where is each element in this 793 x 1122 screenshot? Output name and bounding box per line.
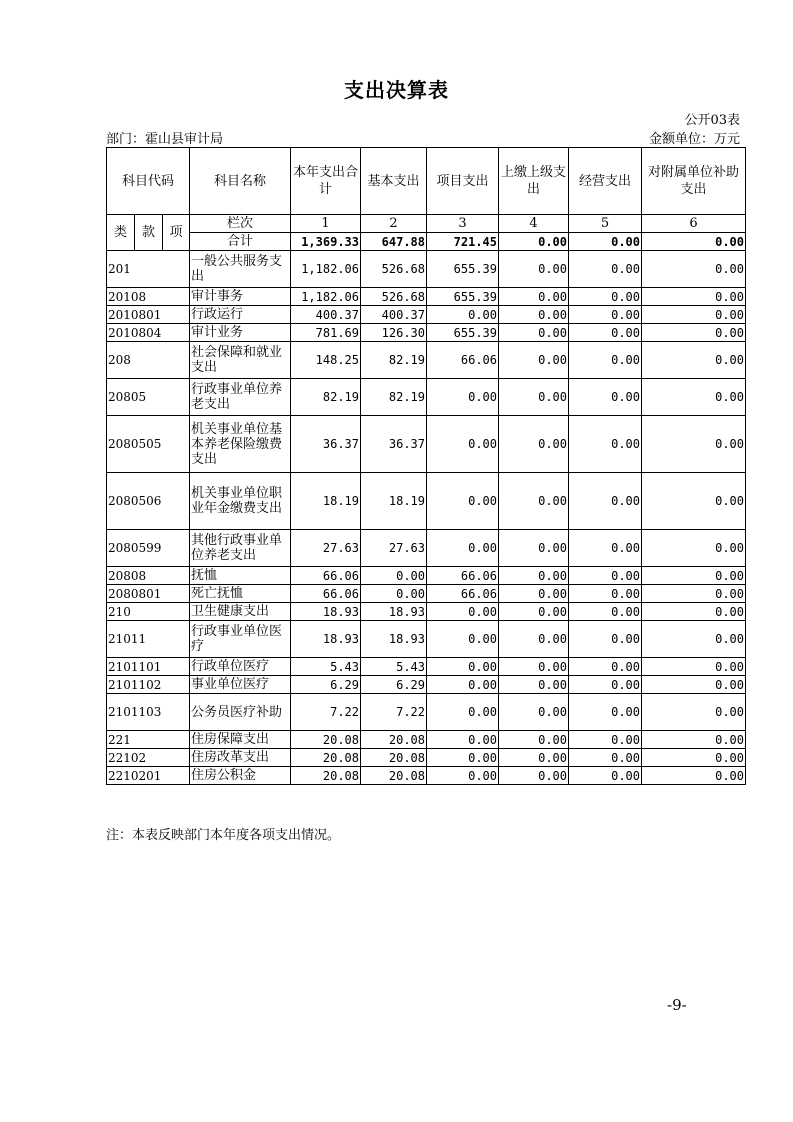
page-title: 支出决算表 <box>344 78 449 102</box>
table-row <box>107 342 746 379</box>
row-value: 0.00 <box>499 731 569 749</box>
table-row <box>107 585 746 603</box>
row-value: 0.00 <box>642 530 746 567</box>
row-value: 0.00 <box>642 749 746 767</box>
row-value: 0.00 <box>569 658 642 676</box>
row-value: 0.00 <box>499 379 569 416</box>
row-value: 1,182.06 <box>291 288 361 306</box>
row-code: 22102 <box>107 749 190 767</box>
table-row <box>107 658 746 676</box>
column-number-row <box>107 215 746 233</box>
total-label: 合计 <box>190 233 291 251</box>
table-row <box>107 603 746 621</box>
row-value: 0.00 <box>499 416 569 473</box>
row-value: 0.00 <box>427 306 499 324</box>
table-row <box>107 251 746 288</box>
row-value: 82.19 <box>291 379 361 416</box>
row-code: 20808 <box>107 567 190 585</box>
row-code: 2010804 <box>107 324 190 342</box>
row-name: 事业单位医疗 <box>190 676 291 694</box>
row-name: 住房改革支出 <box>190 749 291 767</box>
row-value: 0.00 <box>642 658 746 676</box>
row-code: 2210201 <box>107 767 190 785</box>
row-name: 机关事业单位基本养老保险缴费支出 <box>190 416 291 473</box>
header-xiang: 项 <box>163 215 190 251</box>
row-name: 审计业务 <box>190 324 291 342</box>
row-value: 0.00 <box>642 288 746 306</box>
row-code: 21011 <box>107 621 190 658</box>
row-value: 0.00 <box>642 379 746 416</box>
row-value: 0.00 <box>427 473 499 530</box>
row-code: 2101103 <box>107 694 190 731</box>
row-value: 36.37 <box>361 416 427 473</box>
row-value: 0.00 <box>361 585 427 603</box>
row-value: 20.08 <box>291 749 361 767</box>
row-name: 住房保障支出 <box>190 731 291 749</box>
table-row <box>107 567 746 585</box>
row-value: 0.00 <box>642 603 746 621</box>
row-code: 2101102 <box>107 676 190 694</box>
row-code: 20805 <box>107 379 190 416</box>
row-value: 18.19 <box>291 473 361 530</box>
row-value: 148.25 <box>291 342 361 379</box>
row-value: 781.69 <box>291 324 361 342</box>
row-value: 0.00 <box>427 731 499 749</box>
row-value: 0.00 <box>499 621 569 658</box>
row-value: 0.00 <box>499 251 569 288</box>
page-number: -9- <box>667 996 687 1014</box>
row-value: 400.37 <box>361 306 427 324</box>
row-value: 0.00 <box>427 379 499 416</box>
row-value: 0.00 <box>499 473 569 530</box>
total-row <box>107 233 746 251</box>
header-upper: 上缴上级支出 <box>499 148 569 215</box>
row-value: 0.00 <box>569 603 642 621</box>
header-business: 经营支出 <box>569 148 642 215</box>
row-value: 20.08 <box>361 767 427 785</box>
row-value: 18.93 <box>361 621 427 658</box>
row-value: 0.00 <box>569 251 642 288</box>
expenditure-table <box>106 147 746 785</box>
row-code: 2080801 <box>107 585 190 603</box>
row-value: 0.00 <box>642 416 746 473</box>
row-value: 0.00 <box>569 473 642 530</box>
table-row <box>107 416 746 473</box>
header-subsidy: 对附属单位补助支出 <box>642 148 746 215</box>
total-value: 721.45 <box>427 233 499 251</box>
row-value: 7.22 <box>361 694 427 731</box>
row-code: 2080506 <box>107 473 190 530</box>
row-value: 5.43 <box>361 658 427 676</box>
col-number: 3 <box>427 215 499 233</box>
row-value: 0.00 <box>499 288 569 306</box>
row-value: 526.68 <box>361 251 427 288</box>
total-value: 1,369.33 <box>291 233 361 251</box>
row-value: 6.29 <box>291 676 361 694</box>
total-value: 0.00 <box>569 233 642 251</box>
table-row <box>107 379 746 416</box>
table-row <box>107 306 746 324</box>
row-value: 655.39 <box>427 288 499 306</box>
row-value: 400.37 <box>291 306 361 324</box>
row-value: 0.00 <box>427 694 499 731</box>
row-name: 机关事业单位职业年金缴费支出 <box>190 473 291 530</box>
row-code: 20108 <box>107 288 190 306</box>
table-row <box>107 473 746 530</box>
header-project: 项目支出 <box>427 148 499 215</box>
row-value: 0.00 <box>499 767 569 785</box>
row-value: 66.06 <box>427 585 499 603</box>
row-value: 0.00 <box>499 658 569 676</box>
row-value: 0.00 <box>642 473 746 530</box>
row-value: 0.00 <box>427 530 499 567</box>
row-value: 0.00 <box>642 567 746 585</box>
row-value: 126.30 <box>361 324 427 342</box>
total-value: 0.00 <box>499 233 569 251</box>
row-value: 0.00 <box>499 603 569 621</box>
row-value: 0.00 <box>569 694 642 731</box>
row-name: 行政事业单位养老支出 <box>190 379 291 416</box>
row-value: 0.00 <box>499 567 569 585</box>
row-value: 66.06 <box>427 567 499 585</box>
row-code: 2080505 <box>107 416 190 473</box>
row-code: 210 <box>107 603 190 621</box>
row-value: 0.00 <box>499 694 569 731</box>
row-value: 0.00 <box>569 416 642 473</box>
row-value: 0.00 <box>569 676 642 694</box>
row-value: 0.00 <box>569 342 642 379</box>
col-number: 4 <box>499 215 569 233</box>
table-row <box>107 731 746 749</box>
row-code: 201 <box>107 251 190 288</box>
row-name: 死亡抚恤 <box>190 585 291 603</box>
total-value: 0.00 <box>642 233 746 251</box>
row-value: 7.22 <box>291 694 361 731</box>
row-value: 6.29 <box>361 676 427 694</box>
col-number: 6 <box>642 215 746 233</box>
row-value: 0.00 <box>427 603 499 621</box>
row-value: 20.08 <box>361 749 427 767</box>
header-lanci: 栏次 <box>190 215 291 233</box>
table-row <box>107 324 746 342</box>
row-value: 0.00 <box>642 306 746 324</box>
row-value: 0.00 <box>569 567 642 585</box>
row-name: 行政事业单位医疗 <box>190 621 291 658</box>
table-note: 注：本表反映部门本年度各项支出情况。 <box>106 828 341 843</box>
col-number: 2 <box>361 215 427 233</box>
row-value: 0.00 <box>569 585 642 603</box>
row-name: 一般公共服务支出 <box>190 251 291 288</box>
row-name: 住房公积金 <box>190 767 291 785</box>
row-name: 行政运行 <box>190 306 291 324</box>
row-name: 社会保障和就业支出 <box>190 342 291 379</box>
row-value: 526.68 <box>361 288 427 306</box>
row-value: 66.06 <box>427 342 499 379</box>
row-value: 0.00 <box>499 530 569 567</box>
form-number: 公开03表 <box>684 113 740 128</box>
row-value: 18.93 <box>291 621 361 658</box>
row-code: 221 <box>107 731 190 749</box>
row-value: 20.08 <box>291 767 361 785</box>
row-value: 0.00 <box>427 749 499 767</box>
row-value: 18.93 <box>291 603 361 621</box>
row-value: 18.93 <box>361 603 427 621</box>
row-value: 0.00 <box>569 767 642 785</box>
row-code: 208 <box>107 342 190 379</box>
row-value: 0.00 <box>361 567 427 585</box>
table-row <box>107 694 746 731</box>
row-name: 公务员医疗补助 <box>190 694 291 731</box>
row-value: 0.00 <box>569 379 642 416</box>
row-value: 27.63 <box>361 530 427 567</box>
row-value: 0.00 <box>499 342 569 379</box>
row-value: 27.63 <box>291 530 361 567</box>
row-value: 1,182.06 <box>291 251 361 288</box>
row-value: 18.19 <box>361 473 427 530</box>
row-code: 2101101 <box>107 658 190 676</box>
row-value: 0.00 <box>642 585 746 603</box>
col-number: 5 <box>569 215 642 233</box>
table-row <box>107 530 746 567</box>
row-value: 0.00 <box>642 694 746 731</box>
row-value: 0.00 <box>499 585 569 603</box>
table-row <box>107 767 746 785</box>
row-value: 655.39 <box>427 251 499 288</box>
row-value: 82.19 <box>361 342 427 379</box>
row-value: 0.00 <box>427 767 499 785</box>
row-value: 0.00 <box>569 306 642 324</box>
row-code: 2080599 <box>107 530 190 567</box>
header-basic: 基本支出 <box>361 148 427 215</box>
row-value: 0.00 <box>642 767 746 785</box>
table-row <box>107 749 746 767</box>
row-value: 0.00 <box>642 324 746 342</box>
header-lei: 类 <box>107 215 135 251</box>
row-name: 抚恤 <box>190 567 291 585</box>
row-value: 5.43 <box>291 658 361 676</box>
row-value: 0.00 <box>499 324 569 342</box>
row-name: 行政单位医疗 <box>190 658 291 676</box>
row-value: 0.00 <box>642 342 746 379</box>
row-value: 82.19 <box>361 379 427 416</box>
row-value: 0.00 <box>427 621 499 658</box>
header-code: 科目代码 <box>107 148 190 215</box>
row-value: 0.00 <box>569 324 642 342</box>
row-value: 66.06 <box>291 585 361 603</box>
row-value: 0.00 <box>569 530 642 567</box>
row-value: 655.39 <box>427 324 499 342</box>
row-value: 0.00 <box>499 306 569 324</box>
row-value: 0.00 <box>642 621 746 658</box>
total-value: 647.88 <box>361 233 427 251</box>
col-number: 1 <box>291 215 361 233</box>
table-row <box>107 621 746 658</box>
row-value: 0.00 <box>642 251 746 288</box>
row-name: 审计事务 <box>190 288 291 306</box>
department-label: 部门：霍山县审计局 <box>106 132 224 147</box>
table-row <box>107 288 746 306</box>
row-value: 66.06 <box>291 567 361 585</box>
row-value: 0.00 <box>569 749 642 767</box>
row-code: 2010801 <box>107 306 190 324</box>
row-value: 0.00 <box>642 731 746 749</box>
header-name: 科目名称 <box>190 148 291 215</box>
row-value: 20.08 <box>291 731 361 749</box>
row-value: 0.00 <box>499 749 569 767</box>
header-kuan: 款 <box>135 215 163 251</box>
row-value: 20.08 <box>361 731 427 749</box>
row-value: 0.00 <box>499 676 569 694</box>
table-row <box>107 676 746 694</box>
row-name: 其他行政事业单位养老支出 <box>190 530 291 567</box>
unit-label: 金额单位：万元 <box>648 132 740 147</box>
header-total: 本年支出合计 <box>291 148 361 215</box>
row-value: 36.37 <box>291 416 361 473</box>
row-value: 0.00 <box>427 416 499 473</box>
row-value: 0.00 <box>569 731 642 749</box>
header-row <box>107 148 746 215</box>
row-value: 0.00 <box>569 621 642 658</box>
row-value: 0.00 <box>427 658 499 676</box>
row-value: 0.00 <box>642 676 746 694</box>
row-value: 0.00 <box>569 288 642 306</box>
row-name: 卫生健康支出 <box>190 603 291 621</box>
row-value: 0.00 <box>427 676 499 694</box>
